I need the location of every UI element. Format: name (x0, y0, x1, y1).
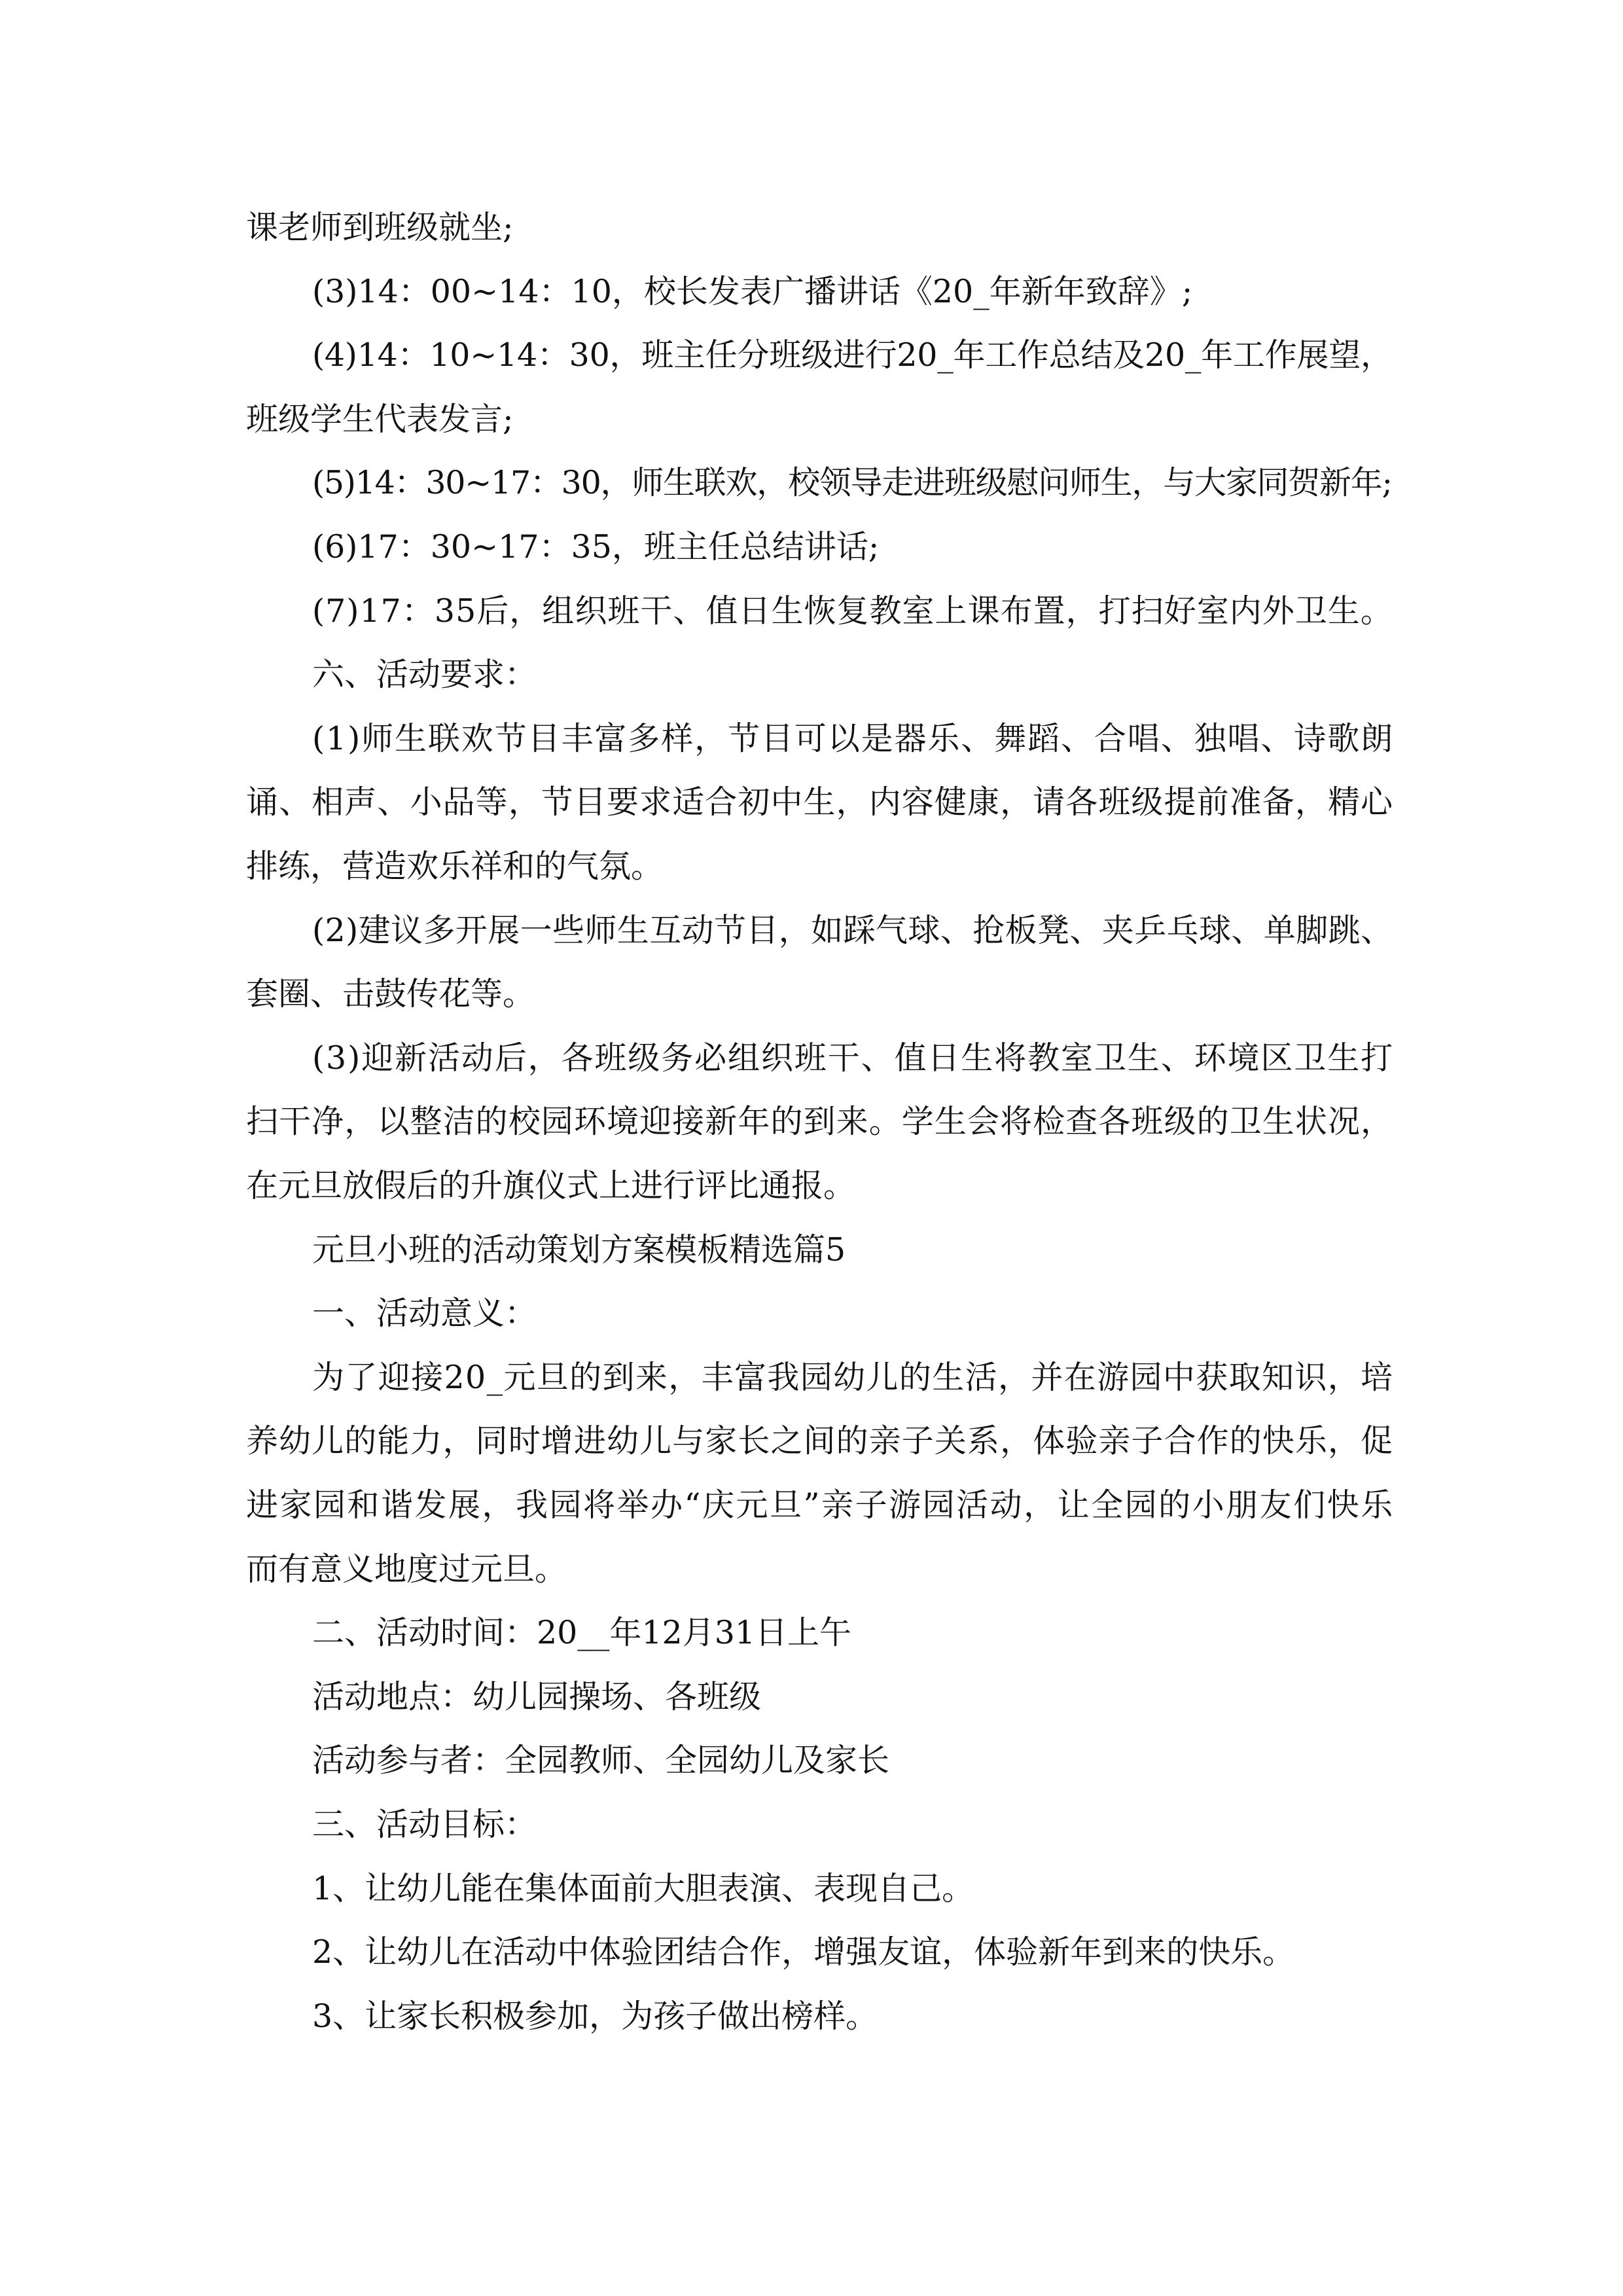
text-line-content: (2)建议多开展一些师生互动节目，如踩气球、抢板凳、夹乒乓球、单脚跳、 (312, 912, 1393, 949)
list-item-text: 1、让幼儿能在集体面前大胆表演、表现自己。 (312, 1870, 974, 1907)
text-line-content: (1)师生联欢节目丰富多样，节目可以是器乐、舞蹈、合唱、独唱、诗歌朗 (312, 720, 1395, 757)
text-line (312, 911, 1393, 950)
section-heading (312, 655, 1393, 694)
list-item-text: 3、让家长积极参加，为孩子做出榜样。 (312, 1998, 878, 2035)
text-line-content: 班级学生代表发言; (246, 401, 514, 438)
section-heading (312, 1613, 1393, 1653)
text-line-content: (3)14：00~14：10，校长发表广播讲话《20_年新年致辞》; (312, 273, 1193, 310)
text-line (246, 1550, 1393, 1589)
section-heading-text: 一、活动意义： (312, 1295, 537, 1332)
text-line-content: 套圈、击鼓传花等。 (246, 975, 535, 1013)
text-line-content: (4)14：10~14：30，班主任分班级进行20_年工作总结及20_年工作展望， (312, 336, 1393, 374)
list-item (312, 1933, 1393, 1972)
text-line-content: 活动参与者：全园教师、全园幼儿及家长 (312, 1742, 890, 1779)
list-item (312, 1997, 1393, 2036)
text-line-content: 养幼儿的能力，同时增进幼儿与家长之间的亲子关系，体验亲子合作的快乐，促 (246, 1422, 1394, 1460)
text-line-content: 诵、相声、小品等，节目要求适合初中生，内容健康，请各班级提前准备，精心 (246, 783, 1394, 821)
text-line-content: (5)14：30~17：30，师生联欢，校领导走进班级慰问师生，与大家同贺新年; (312, 464, 1392, 501)
text-line (312, 1039, 1393, 1078)
section-heading (312, 1294, 1393, 1333)
section-heading-text: 六、活动要求： (312, 656, 537, 693)
text-line (312, 719, 1393, 759)
text-line-content: 而有意义地度过元旦。 (246, 1551, 567, 1588)
text-line (312, 1677, 1393, 1717)
list-item (312, 1869, 1393, 1909)
article-title (312, 1230, 1393, 1270)
section-heading (312, 1805, 1393, 1844)
text-line-content: 扫干净，以整洁的校园环境迎接新年的到来。学生会将检查各班级的卫生状况， (246, 1103, 1394, 1140)
text-line (246, 783, 1393, 822)
text-line-content: (6)17：30~17：35，班主任总结讲话; (312, 528, 880, 565)
text-line-content: 排练，营造欢乐祥和的气氛。 (246, 848, 664, 885)
text-line (246, 1486, 1393, 1525)
section-heading-text: 三、活动目标： (312, 1806, 537, 1843)
text-line (312, 336, 1393, 375)
text-line (246, 1166, 1393, 1206)
text-line (246, 975, 1393, 1014)
text-line-content: 进家园和谐发展，我园将举办“庆元旦”亲子游园活动，让全园的小朋友们快乐 (246, 1486, 1395, 1524)
text-line-content: 课老师到班级就坐; (246, 209, 514, 246)
text-line-content: 活动地点：幼儿园操场、各班级 (312, 1678, 762, 1715)
text-line-content: (7)17：35后，组织班干、值日生恢复教室上课布置，打扫好室内外卫生。 (312, 592, 1393, 630)
text-line (312, 592, 1393, 631)
text-line (312, 528, 1393, 567)
article-title-text: 元旦小班的活动策划方案模板精选篇5 (312, 1231, 846, 1268)
text-line (246, 400, 1393, 439)
text-line-content: 在元旦放假后的升旗仪式上进行评比通报。 (246, 1167, 856, 1204)
text-line (312, 1358, 1393, 1397)
text-line (246, 847, 1393, 886)
text-line (246, 1102, 1393, 1141)
section-heading-text: 二、活动时间：20__年12月31日上午 (312, 1614, 852, 1651)
text-line (312, 1741, 1393, 1780)
text-line (246, 1422, 1393, 1461)
text-line (312, 272, 1393, 312)
text-line (312, 463, 1393, 503)
text-line-content: 为了迎接20_元旦的到来，丰富我园幼儿的生活，并在游园中获取知识，培 (312, 1359, 1394, 1396)
text-line (246, 208, 1393, 247)
list-item-text: 2、让幼儿在活动中体验团结合作，增强友谊，体验新年到来的快乐。 (312, 1933, 1295, 1971)
text-line-content: (3)迎新活动后，各班级务必组织班干、值日生将教室卫生、环境区卫生打 (312, 1039, 1395, 1077)
